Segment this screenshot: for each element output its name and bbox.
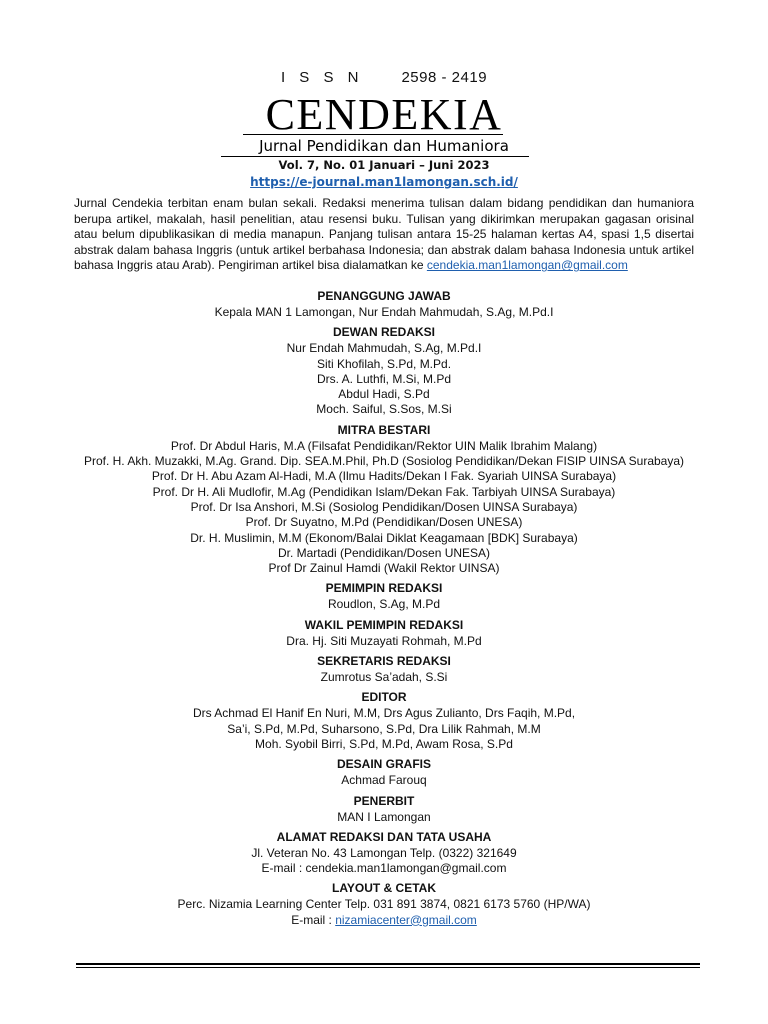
section-line: Prof. H. Akh. Muzakki, M.Ag. Grand. Dip. SEA.M.Phil, Ph.D (Sosiolog Pendidikan/Dekan FISIP UINSA Surabaya) [83, 454, 685, 469]
title-rule [243, 134, 503, 135]
section-line: Abdul Hadi, S.Pd [338, 387, 430, 402]
section-line: Achmad Farouq [341, 773, 427, 788]
section-line: Nur Endah Mahmudah, S.Ag, M.Pd.I [286, 341, 482, 356]
intro-text: Jurnal Cendekia terbitan enam bulan sekali. Redaksi menerima tulisan dalam bidang pendidikan dan humaniora berupa artikel, makalah, hasil penelitian, atau resensi buku. Tulisan yang dikirimkan merupakan gagasan orisinal atau belum dipublikasikan di media manapun. Panjang tulisan antara 15-25 halaman kertas A4, spasi 1,5 disertai abstrak dalam bahasa Inggris (untuk artikel berbahasa Indonesia; dan abstrak dalam bahasa Indonesia untuk artikel bahasa Inggris atau Arab). Pengiriman artikel bisa dialamatkan ke [74, 196, 694, 273]
section-line: Perc. Nizamia Learning Center Telp. 031 891 3874, 0821 6173 5760 (HP/WA) [177, 897, 591, 912]
section-line: Prof. Dr H. Ali Mudlofir, M.Ag (Pendidikan Islam/Dekan Fak. Tarbiyah UINSA Surabaya) [152, 484, 616, 499]
bottom-double-rule [76, 963, 700, 968]
journal-url [0, 175, 768, 189]
section-heading: DEWAN REDAKSI [332, 325, 435, 340]
section-line: Moh. Syobil Birri, S.Pd, M.Pd, Awam Rosa, S.Pd [255, 736, 513, 751]
section-wakil-pemimpin-redaksi [0, 617, 768, 649]
section-heading: DESAIN GRAFIS [336, 757, 431, 772]
section-heading: PEMIMPIN REDAKSI [325, 581, 443, 596]
section-heading: EDITOR [361, 690, 407, 705]
masthead-sections [0, 288, 768, 932]
section-pemimpin-redaksi [0, 580, 768, 612]
section-line: Jl. Veteran No. 43 Lamongan Telp. (0322) 321649 [251, 845, 517, 860]
section-line: Siti Khofilah, S.Pd, M.Pd. [316, 356, 452, 371]
issn-number: 2598 - 2419 [401, 69, 488, 86]
journal-subtitle: Jurnal Pendidikan dan Humaniora [259, 137, 509, 155]
section-line: Moch. Saiful, S.Sos, M.Si [316, 402, 452, 417]
section-line: Prof. Dr H. Abu Azam Al-Hadi, M.A (Ilmu Hadits/Dekan I Fak. Syariah UINSA Surabaya) [151, 469, 617, 484]
section-line: Dr. Martadi (Pendidikan/Dosen UNESA) [277, 545, 491, 560]
section-sekretaris-redaksi [0, 653, 768, 685]
section-heading: WAKIL PEMIMPIN REDAKSI [304, 617, 464, 632]
section-line: Drs. A. Luthfi, M.Si, M.Pd [316, 371, 452, 386]
issn-label: I S S N [280, 69, 364, 86]
section-line: E-mail : cendekia.man1lamongan@gmail.com [261, 861, 507, 876]
section-line: Drs Achmad El Hanif En Nuri, M.M, Drs Agus Zulianto, Drs Faqih, M.Pd, [192, 706, 576, 721]
section-editor [0, 689, 768, 752]
section-line: Roudlon, S.Ag, M.Pd [327, 597, 441, 612]
section-penerbit [0, 793, 768, 825]
section-heading: SEKRETARIS REDAKSI [317, 654, 451, 669]
section-alamat-redaksi-dan-tata-usaha [0, 829, 768, 877]
section-line: Dr. H. Muslimin, M.M (Ekonom/Balai Diklat Keagamaan [BDK] Surabaya) [190, 530, 578, 545]
journal-title: CENDEKIA [265, 90, 503, 139]
intro-paragraph [74, 196, 694, 274]
section-line: Prof. Dr Abdul Haris, M.A (Filsafat Pendidikan/Rektor UIN Malik Ibrahim Malang) [170, 438, 598, 453]
section-heading: ALAMAT REDAKSI DAN TATA USAHA [276, 829, 492, 844]
section-line-email [0, 913, 768, 928]
section-heading: PENERBIT [353, 793, 415, 808]
section-line: Prof Dr Zainul Hamdi (Wakil Rektor UINSA) [268, 561, 500, 576]
section-line: Kepala MAN 1 Lamongan, Nur Endah Mahmudah, S.Ag, M.Pd.I [214, 305, 554, 319]
issn-line [0, 69, 768, 86]
section-line: Dra. Hj. Siti Muzayati Rohmah, M.Pd [286, 633, 482, 648]
section-line: Sa’i, S.Pd, M.Pd, Suharsono, S.Pd, Dra Lilik Rahmah, M.M [227, 721, 541, 736]
section-line: Prof. Dr Suyatno, M.Pd (Pendidikan/Dosen UNESA) [245, 515, 523, 530]
section-dewan-redaksi [0, 324, 768, 417]
section-penanggung-jawab [0, 288, 768, 320]
submission-email-link[interactable]: cendekia.man1lamongan@gmail.com [426, 258, 628, 273]
section-layout-cetak [0, 880, 768, 928]
section-heading: LAYOUT & CETAK [331, 881, 436, 896]
printer-email-link[interactable]: nizamiacenter@gmail.com [335, 912, 477, 927]
section-line: MAN I Lamongan [337, 809, 431, 824]
section-mitra-bestari [0, 422, 768, 577]
journal-url-link[interactable]: https://e-journal.man1lamongan.sch.id/ [250, 175, 518, 189]
volume-info: Vol. 7, No. 01 Januari – Juni 2023 [278, 158, 490, 172]
section-desain-grafis [0, 756, 768, 788]
subtitle-rule [221, 156, 529, 157]
section-heading: PENANGGUNG JAWAB [317, 289, 451, 303]
email-label: E-mail : [291, 912, 336, 927]
section-line: Prof. Dr Isa Anshori, M.Si (Sosiolog Pendidikan/Dosen UINSA Surabaya) [190, 499, 578, 514]
section-heading: MITRA BESTARI [337, 422, 431, 437]
section-line: Zumrotus Sa’adah, S.Si [320, 670, 448, 685]
